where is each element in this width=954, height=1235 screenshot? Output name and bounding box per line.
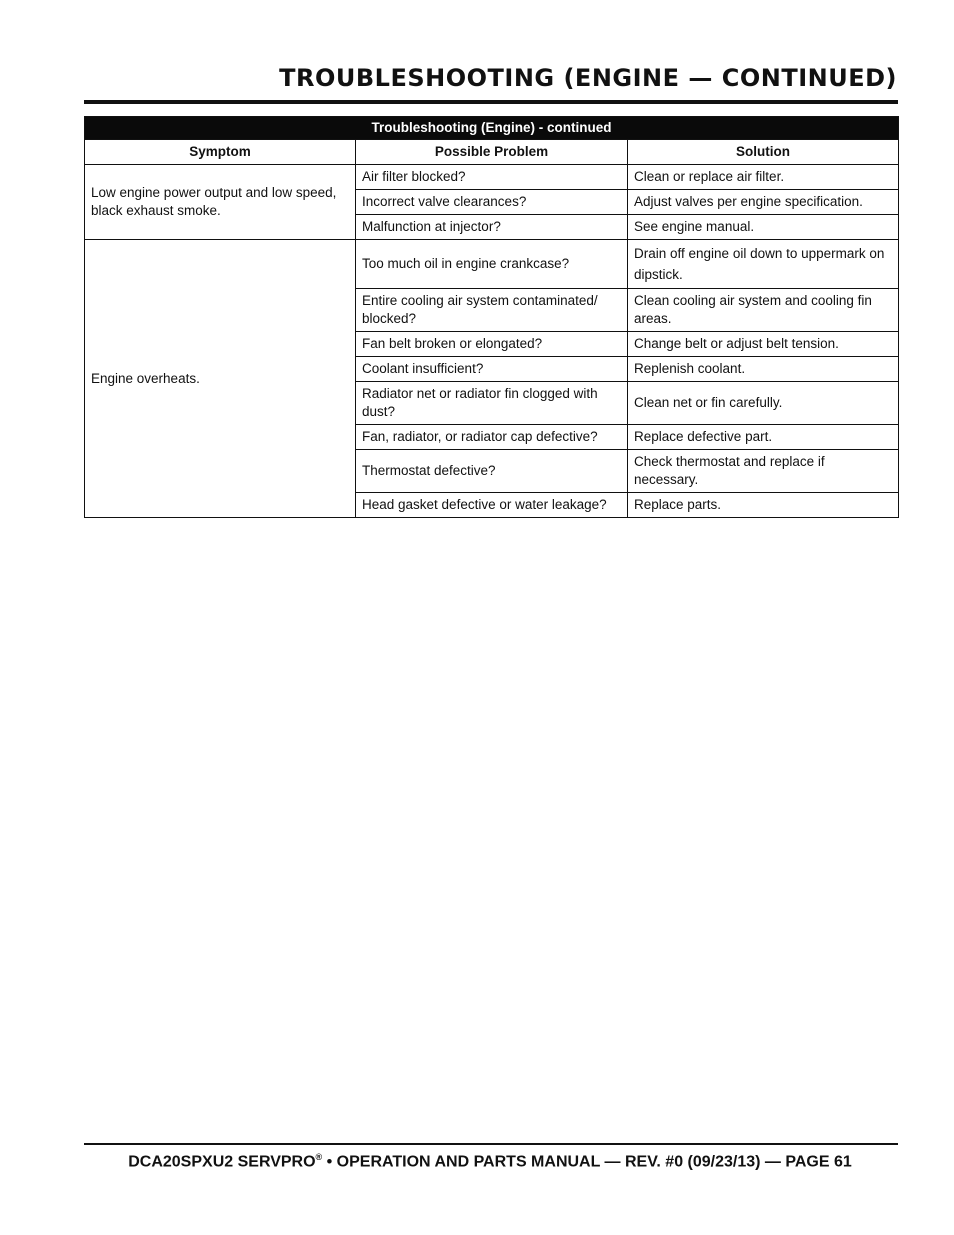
solution-cell: Drain off engine oil down to uppermark on dipstick. [628,240,899,289]
solution-cell: Clean cooling air system and cooling fin areas. [628,289,899,332]
troubleshooting-table [84,116,899,518]
solution-cell: See engine manual. [628,215,899,240]
problem-cell: Air filter blocked? [356,165,628,190]
solution-cell: Replace parts. [628,493,899,518]
footer-divider [84,1143,898,1145]
header-possible-problem: Possible Problem [356,140,628,165]
solution-cell: Change belt or adjust belt tension. [628,332,899,357]
problem-cell: Radiator net or radiator fin clogged with dust? [356,382,628,425]
solution-cell: Clean or replace air filter. [628,165,899,190]
table-caption: Troubleshooting (Engine) - continued [85,117,899,140]
problem-cell: Head gasket defective or water leakage? [356,493,628,518]
problem-cell: Coolant insufficient? [356,357,628,382]
solution-cell: Replace defective part. [628,425,899,450]
problem-cell: Fan, radiator, or radiator cap defective? [356,425,628,450]
solution-cell: Check thermostat and replace if necessary. [628,450,899,493]
symptom-cell: Engine overheats. [85,240,356,518]
table-caption-row [85,117,899,140]
solution-cell: Replenish coolant. [628,357,899,382]
solution-cell: Clean net or fin carefully. [628,382,899,425]
problem-cell: Entire cooling air system contaminated/ blocked? [356,289,628,332]
header-solution: Solution [628,140,899,165]
title-divider [84,100,898,104]
page-title: TROUBLESHOOTING (ENGINE — CONTINUED) [279,64,897,92]
footer-model: DCA20SPXU2 SERVPRO [128,1153,316,1171]
problem-cell: Thermostat defective? [356,450,628,493]
symptom-cell: Low engine power output and low speed, black exhaust smoke. [85,165,356,240]
table-header-row [85,140,899,165]
problem-cell: Incorrect valve clearances? [356,190,628,215]
page-footer [0,1152,954,1171]
header-symptom: Symptom [85,140,356,165]
table-row [85,165,899,190]
problem-cell: Malfunction at injector? [356,215,628,240]
footer-registered-mark: ® [315,1152,323,1162]
table-row [85,240,899,289]
footer-text: • OPERATION AND PARTS MANUAL — REV. #0 (09/23/13) — PAGE 61 [322,1153,852,1171]
problem-cell: Fan belt broken or elongated? [356,332,628,357]
problem-cell: Too much oil in engine crankcase? [356,240,628,289]
solution-cell: Adjust valves per engine specification. [628,190,899,215]
